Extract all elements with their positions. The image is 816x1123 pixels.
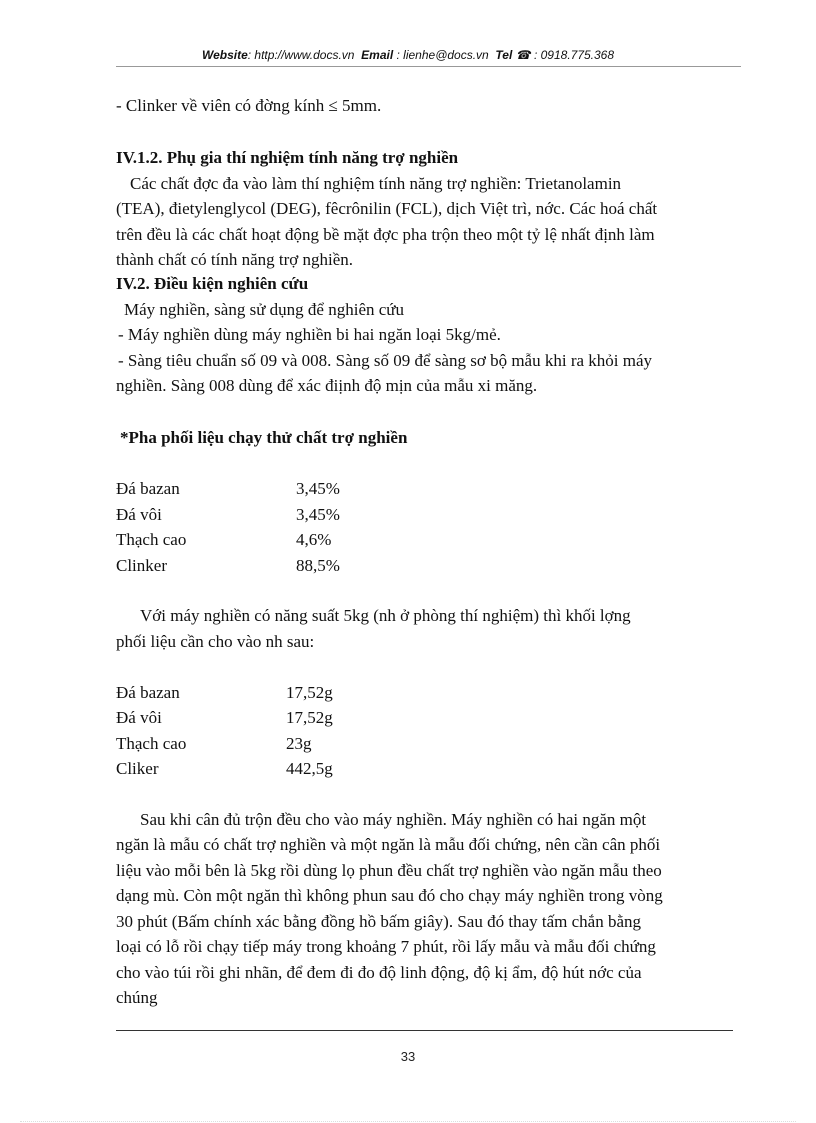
paragraph-line: 30 phút (Bấm chính xác bằng đồng hồ bấm giây). Sau đó thay tấm chắn bằng bbox=[116, 912, 641, 931]
paragraph-line: Sau khi cân đủ trộn đều cho vào máy nghiền. Máy nghiền có hai ngăn một bbox=[140, 810, 647, 829]
phone-icon: ☎ bbox=[515, 48, 531, 62]
footer-divider bbox=[116, 1030, 733, 1031]
mix-heading: *Pha phối liệu chạy thử chất trợ nghiền bbox=[120, 428, 408, 447]
tel-value: : 0918.775.368 bbox=[533, 48, 615, 62]
paragraph-line: ngăn là mẫu có chất trợ nghiền và một ngăn là mẫu đối chứng, nên cần cân phối bbox=[116, 835, 661, 854]
paragraph-line: cho vào túi rồi ghi nhãn, để đem đi đo độ linh động, độ kị ẩm, độ hút nớc của bbox=[116, 963, 642, 982]
mix-percent-name: Đá vôi bbox=[116, 505, 162, 524]
page-number: 33 bbox=[400, 1049, 416, 1064]
mix-percent-value: 3,45% bbox=[296, 479, 340, 498]
mix-percent-name: Đá bazan bbox=[116, 479, 180, 498]
website-value: : http://www.docs.vn bbox=[247, 48, 355, 62]
paragraph-line: (TEA), đietylenglycol (DEG), fêcrônilin (FCL), dịch Việt trì, nớc. Các hoá chất bbox=[116, 199, 658, 218]
paragraph-line: loại có lỗ rồi chạy tiếp máy trong khoảng 7 phút, rồi lấy mẫu và mẫu đối chứng bbox=[116, 937, 656, 956]
mix-percent-value: 3,45% bbox=[296, 505, 340, 524]
mix-percent-value: 88,5% bbox=[296, 556, 340, 575]
page-edge-divider bbox=[20, 1121, 796, 1122]
section-heading-iv2: IV.2. Điều kiện nghiên cứu bbox=[116, 274, 309, 293]
paragraph-line: thành chất có tính năng trợ nghiền. bbox=[116, 250, 354, 269]
mix-mass-name: Cliker bbox=[116, 759, 159, 778]
mix-percent-name: Thạch cao bbox=[116, 530, 187, 549]
paragraph-line: phối liệu cần cho vào nh sau: bbox=[116, 632, 315, 651]
paragraph-line: Các chất đợc đa vào làm thí nghiệm tính năng trợ nghiền: Trietanolamin bbox=[130, 174, 622, 193]
page-header bbox=[0, 48, 816, 62]
paragraph-line: Máy nghiền, sàng sử dụng để nghiên cứu bbox=[124, 300, 404, 319]
paragraph-line: chúng bbox=[116, 988, 158, 1007]
email-value: : lienhe@docs.vn bbox=[396, 48, 489, 62]
paragraph-line: dạng mù. Còn một ngăn thì không phun sau đó cho chạy máy nghiền trong vòng bbox=[116, 886, 663, 905]
mix-mass-value: 442,5g bbox=[286, 759, 333, 778]
header-divider bbox=[116, 66, 741, 67]
mix-mass-value: 17,52g bbox=[286, 708, 333, 727]
clinker-note: - Clinker về viên có đờng kính ≤ 5mm. bbox=[116, 96, 382, 115]
paragraph-line: liệu vào mỗi bên là 5kg rồi dùng lọ phun đều chất trợ nghiền vào ngăn mẫu theo bbox=[116, 861, 662, 880]
section-heading-iv12: IV.1.2. Phụ gia thí nghiệm tính năng trợ nghiền bbox=[116, 148, 459, 167]
email-label: Email bbox=[361, 48, 394, 62]
mix-mass-name: Đá vôi bbox=[116, 708, 162, 727]
tel-label: Tel bbox=[495, 48, 513, 62]
mix-percent-name: Clinker bbox=[116, 556, 167, 575]
paragraph-line: - Máy nghiền dùng máy nghiền bi hai ngăn loại 5kg/mẻ. bbox=[118, 325, 501, 344]
paragraph-line: - Sàng tiêu chuẩn số 09 và 008. Sàng số 09 để sàng sơ bộ mẫu khi ra khỏi máy bbox=[118, 351, 653, 370]
website-label: Website bbox=[201, 48, 248, 62]
mix-percent-value: 4,6% bbox=[296, 530, 332, 549]
paragraph-line: trên đều là các chất hoạt động bề mặt đợc pha trộn theo một tỷ lệ nhất định làm bbox=[116, 225, 655, 244]
mix-mass-name: Đá bazan bbox=[116, 683, 180, 702]
paragraph-line: Với máy nghiền có năng suất 5kg (nh ở phòng thí nghiệm) thì khối lợng bbox=[140, 606, 631, 625]
paragraph-line: nghiền. Sàng 008 dùng để xác điịnh độ mịn của mẫu xi măng. bbox=[116, 376, 538, 395]
mix-mass-value: 23g bbox=[286, 734, 312, 753]
mix-mass-name: Thạch cao bbox=[116, 734, 187, 753]
mix-mass-value: 17,52g bbox=[286, 683, 333, 702]
